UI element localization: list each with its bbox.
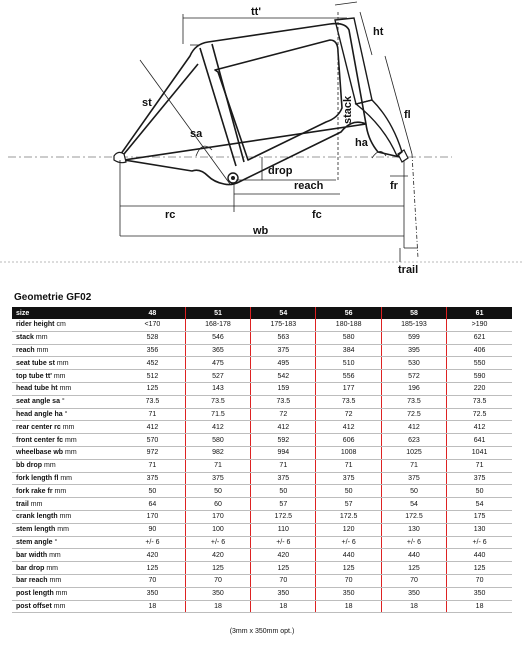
row-label <box>12 587 120 600</box>
label-sa: sa <box>190 128 203 140</box>
table-cell: 420 <box>120 549 185 562</box>
row-unit: mm <box>57 526 69 534</box>
row-name: seat angle sa <box>16 398 60 406</box>
table-cell: 375 <box>251 344 316 357</box>
row-unit: mm <box>30 500 43 508</box>
table-cell: 50 <box>251 485 316 498</box>
table-cell: 350 <box>185 587 250 600</box>
table-cell: 170 <box>120 510 185 523</box>
row-label <box>12 434 120 447</box>
label-st: st <box>142 97 152 109</box>
table-cell: 495 <box>251 357 316 370</box>
header-size: size <box>12 307 120 319</box>
row-unit: ° <box>64 410 68 418</box>
label-ht: ht <box>373 26 384 38</box>
table-cell: 90 <box>120 523 185 536</box>
table-cell: 120 <box>316 523 381 536</box>
table-row <box>12 485 512 498</box>
table-cell: 50 <box>447 485 512 498</box>
table-row <box>12 319 512 331</box>
table-cell: 73.5 <box>316 395 381 408</box>
table-row <box>12 549 512 562</box>
table-cell: 125 <box>120 382 185 395</box>
table-row <box>12 344 512 357</box>
row-name: head angle ha <box>16 410 63 418</box>
table-cell: 395 <box>381 344 446 357</box>
table-cell: 350 <box>316 587 381 600</box>
header-size-col: 56 <box>316 307 381 319</box>
table-cell: 475 <box>185 357 250 370</box>
table-cell: +/- 6 <box>381 536 446 549</box>
table-cell: 982 <box>185 446 250 459</box>
table-cell: 73.5 <box>381 395 446 408</box>
row-name: head tube ht <box>16 385 58 393</box>
row-name: bar reach <box>16 577 48 585</box>
table-row <box>12 408 512 421</box>
table-cell: 175-183 <box>251 319 316 331</box>
table-cell: 50 <box>185 485 250 498</box>
row-unit: mm <box>54 487 67 495</box>
table-cell: 130 <box>381 523 446 536</box>
row-label <box>12 549 120 562</box>
table-cell: 623 <box>381 434 446 447</box>
table-cell: 125 <box>381 562 446 575</box>
table-cell: 994 <box>251 446 316 459</box>
table-cell: 365 <box>185 344 250 357</box>
label-fr: fr <box>390 180 398 192</box>
row-name: reach <box>16 346 35 354</box>
row-unit: mm <box>65 436 77 444</box>
table-cell: 54 <box>447 498 512 511</box>
table-cell: +/- 6 <box>185 536 250 549</box>
table-cell: 130 <box>447 523 512 536</box>
table-cell: 527 <box>185 370 250 383</box>
table-cell: 71.5 <box>185 408 250 421</box>
table-cell: 71 <box>381 459 446 472</box>
table-row <box>12 562 512 575</box>
row-label <box>12 344 120 357</box>
table-cell: 641 <box>447 434 512 447</box>
table-row <box>12 382 512 395</box>
table-cell: 440 <box>381 549 446 562</box>
table-cell: 580 <box>316 331 381 344</box>
row-name: crank length <box>16 513 58 521</box>
table-cell: 73.5 <box>447 395 512 408</box>
table-cell: 50 <box>381 485 446 498</box>
table-cell: 375 <box>316 472 381 485</box>
table-cell: 180-188 <box>316 319 381 331</box>
row-label <box>12 562 120 575</box>
table-cell: +/- 6 <box>447 536 512 549</box>
header-size-col: 54 <box>251 307 316 319</box>
row-label <box>12 319 120 331</box>
table-cell: 350 <box>447 587 512 600</box>
table-cell: 70 <box>251 574 316 587</box>
table-cell: 563 <box>251 331 316 344</box>
row-unit: ° <box>61 398 65 406</box>
table-cell: 375 <box>120 472 185 485</box>
header-size-col: 58 <box>381 307 446 319</box>
table-title: Geometrie GF02 <box>14 292 92 303</box>
row-name: fork length fl <box>16 474 59 482</box>
table-row <box>12 587 512 600</box>
table-cell: 542 <box>251 370 316 383</box>
row-label <box>12 446 120 459</box>
table-cell: 72.5 <box>447 408 512 421</box>
table-cell: 73.5 <box>120 395 185 408</box>
row-label <box>12 408 120 421</box>
table-cell: +/- 6 <box>120 536 185 549</box>
table-cell: 412 <box>316 421 381 434</box>
table-cell: 70 <box>381 574 446 587</box>
table-cell: 100 <box>185 523 250 536</box>
table-cell: 170 <box>185 510 250 523</box>
table-cell: 375 <box>251 472 316 485</box>
row-unit: mm <box>65 449 77 457</box>
table-cell: 18 <box>120 600 185 613</box>
table-cell: 528 <box>120 331 185 344</box>
row-name: post length <box>16 590 54 598</box>
table-cell: 125 <box>185 562 250 575</box>
row-name: trail <box>16 500 29 508</box>
table-row <box>12 510 512 523</box>
front-dropout <box>398 150 408 162</box>
table-row <box>12 434 512 447</box>
table-cell: 73.5 <box>185 395 250 408</box>
table-cell: 72 <box>251 408 316 421</box>
row-label <box>12 357 120 370</box>
row-label <box>12 331 120 344</box>
table-cell: 125 <box>316 562 381 575</box>
label-ha: ha <box>355 137 368 149</box>
table-cell: 175 <box>447 510 512 523</box>
row-name: seat tube st <box>16 359 55 367</box>
row-name: stem angle <box>16 538 53 546</box>
label-stack: stack <box>342 95 354 124</box>
table-cell: 70 <box>120 574 185 587</box>
table-cell: 599 <box>381 331 446 344</box>
table-cell: 350 <box>251 587 316 600</box>
table-row <box>12 523 512 536</box>
table-cell: 375 <box>447 472 512 485</box>
row-label <box>12 498 120 511</box>
table-cell: 60 <box>185 498 250 511</box>
table-cell: 570 <box>120 434 185 447</box>
label-fl: fl <box>404 109 411 121</box>
table-cell: 580 <box>185 434 250 447</box>
table-cell: 592 <box>251 434 316 447</box>
table-cell: 1041 <box>447 446 512 459</box>
row-name: rear center rc <box>16 423 61 431</box>
row-label <box>12 600 120 613</box>
table-cell: 412 <box>251 421 316 434</box>
table-cell: 57 <box>316 498 381 511</box>
table-cell: 350 <box>120 587 185 600</box>
table-cell: 452 <box>120 357 185 370</box>
table-cell: 412 <box>447 421 512 434</box>
row-label <box>12 421 120 434</box>
label-tt: tt' <box>251 6 261 18</box>
table-cell: 185-193 <box>381 319 446 331</box>
row-label <box>12 485 120 498</box>
table-row <box>12 395 512 408</box>
table-cell: 172.5 <box>251 510 316 523</box>
table-cell: 73.5 <box>251 395 316 408</box>
row-name: stack <box>16 334 34 342</box>
row-unit: mm <box>53 602 66 610</box>
header-size-col: 61 <box>447 307 512 319</box>
table-cell: 546 <box>185 331 250 344</box>
table-cell: 70 <box>185 574 250 587</box>
row-unit: mm <box>53 372 66 380</box>
header-size-col: 51 <box>185 307 250 319</box>
table-cell: 412 <box>120 421 185 434</box>
table-cell: 125 <box>447 562 512 575</box>
row-name: post offset <box>16 602 52 610</box>
table-cell: 220 <box>447 382 512 395</box>
table-cell: 510 <box>316 357 381 370</box>
table-cell: 621 <box>447 331 512 344</box>
table-cell: 18 <box>381 600 446 613</box>
row-unit: ° <box>54 538 58 546</box>
label-drop: drop <box>268 165 293 177</box>
table-cell: 572 <box>381 370 446 383</box>
row-label <box>12 523 120 536</box>
table-row <box>12 574 512 587</box>
table-cell: 71 <box>120 459 185 472</box>
table-cell: 412 <box>381 421 446 434</box>
row-name: top tube tt' <box>16 372 52 380</box>
table-row <box>12 459 512 472</box>
row-label <box>12 574 120 587</box>
table-cell: <170 <box>120 319 185 331</box>
table-cell: 71 <box>120 408 185 421</box>
row-unit: mm <box>60 474 73 482</box>
table-cell: 172.5 <box>316 510 381 523</box>
row-label <box>12 370 120 383</box>
table-cell: 606 <box>316 434 381 447</box>
table-cell: 18 <box>316 600 381 613</box>
table-cell: 50 <box>316 485 381 498</box>
label-fc: fc <box>312 209 322 221</box>
row-name: bar width <box>16 551 48 559</box>
table-cell: 350 <box>381 587 446 600</box>
table-cell: 54 <box>381 498 446 511</box>
table-cell: >190 <box>447 319 512 331</box>
row-unit: mm <box>49 577 62 585</box>
table-cell: 375 <box>381 472 446 485</box>
table-cell: 196 <box>381 382 446 395</box>
table-row <box>12 498 512 511</box>
table-row <box>12 446 512 459</box>
table-cell: 440 <box>447 549 512 562</box>
table-cell: 177 <box>316 382 381 395</box>
table-cell: 1025 <box>381 446 446 459</box>
table-cell: +/- 6 <box>251 536 316 549</box>
table-cell: 71 <box>316 459 381 472</box>
table-cell: 412 <box>185 421 250 434</box>
label-reach: reach <box>294 180 324 192</box>
table-row <box>12 472 512 485</box>
row-unit: mm <box>44 462 56 470</box>
header-size-col: 48 <box>120 307 185 319</box>
table-cell: 375 <box>185 472 250 485</box>
table-cell: 72.5 <box>381 408 446 421</box>
table-cell: 356 <box>120 344 185 357</box>
table-cell: 972 <box>120 446 185 459</box>
row-name: fork rake fr <box>16 487 53 495</box>
table-cell: 159 <box>251 382 316 395</box>
table-cell: 556 <box>316 370 381 383</box>
table-cell: 168-178 <box>185 319 250 331</box>
table-cell: 72 <box>316 408 381 421</box>
table-cell: 1008 <box>316 446 381 459</box>
table-cell: 440 <box>316 549 381 562</box>
row-name: rider height <box>16 321 55 329</box>
table-note: (3mm x 350mm opt.) <box>229 628 295 635</box>
row-unit: mm <box>49 551 61 559</box>
table-cell: 18 <box>251 600 316 613</box>
row-unit: mm <box>46 564 59 572</box>
label-wb: wb <box>253 225 269 237</box>
table-cell: 71 <box>447 459 512 472</box>
row-label <box>12 382 120 395</box>
table-row <box>12 536 512 549</box>
table-cell: 125 <box>251 562 316 575</box>
table-cell: 64 <box>120 498 185 511</box>
table-cell: 18 <box>447 600 512 613</box>
table-cell: 71 <box>251 459 316 472</box>
row-unit: mm <box>59 385 72 393</box>
row-name: bar drop <box>16 564 45 572</box>
geometry-table <box>12 307 512 613</box>
table-cell: 406 <box>447 344 512 357</box>
table-cell: 512 <box>120 370 185 383</box>
row-label <box>12 510 120 523</box>
table-cell: 590 <box>447 370 512 383</box>
table-cell: 70 <box>316 574 381 587</box>
geometry-diagram <box>0 0 523 282</box>
table-cell: 172.5 <box>381 510 446 523</box>
table-row <box>12 600 512 613</box>
row-label <box>12 472 120 485</box>
row-label <box>12 459 120 472</box>
row-unit: cm <box>56 321 66 329</box>
table-row <box>12 421 512 434</box>
row-name: front center fc <box>16 436 64 444</box>
row-unit: mm <box>59 513 72 521</box>
row-unit: mm <box>56 359 69 367</box>
table-cell: 420 <box>251 549 316 562</box>
table-row <box>12 370 512 383</box>
table-cell: 384 <box>316 344 381 357</box>
row-unit: mm <box>36 346 49 354</box>
table-cell: 50 <box>120 485 185 498</box>
table-cell: 530 <box>381 357 446 370</box>
table-cell: 57 <box>251 498 316 511</box>
table-cell: 125 <box>120 562 185 575</box>
label-trail: trail <box>398 264 419 276</box>
table-row <box>12 331 512 344</box>
row-name: bb drop <box>16 462 43 470</box>
row-unit: mm <box>35 334 48 342</box>
table-cell: 71 <box>185 459 250 472</box>
table-cell: 550 <box>447 357 512 370</box>
row-name: wheelbase wb <box>16 449 64 457</box>
row-label <box>12 536 120 549</box>
row-label <box>12 395 120 408</box>
table-header <box>12 307 512 319</box>
row-name: stem length <box>16 526 56 534</box>
table-cell: 18 <box>185 600 250 613</box>
table-cell: 110 <box>251 523 316 536</box>
table-cell: 143 <box>185 382 250 395</box>
table-cell: +/- 6 <box>316 536 381 549</box>
table-row <box>12 357 512 370</box>
row-unit: mm <box>55 590 68 598</box>
table-cell: 70 <box>447 574 512 587</box>
table-cell: 420 <box>185 549 250 562</box>
label-rc: rc <box>165 209 176 221</box>
row-unit: mm <box>62 423 75 431</box>
